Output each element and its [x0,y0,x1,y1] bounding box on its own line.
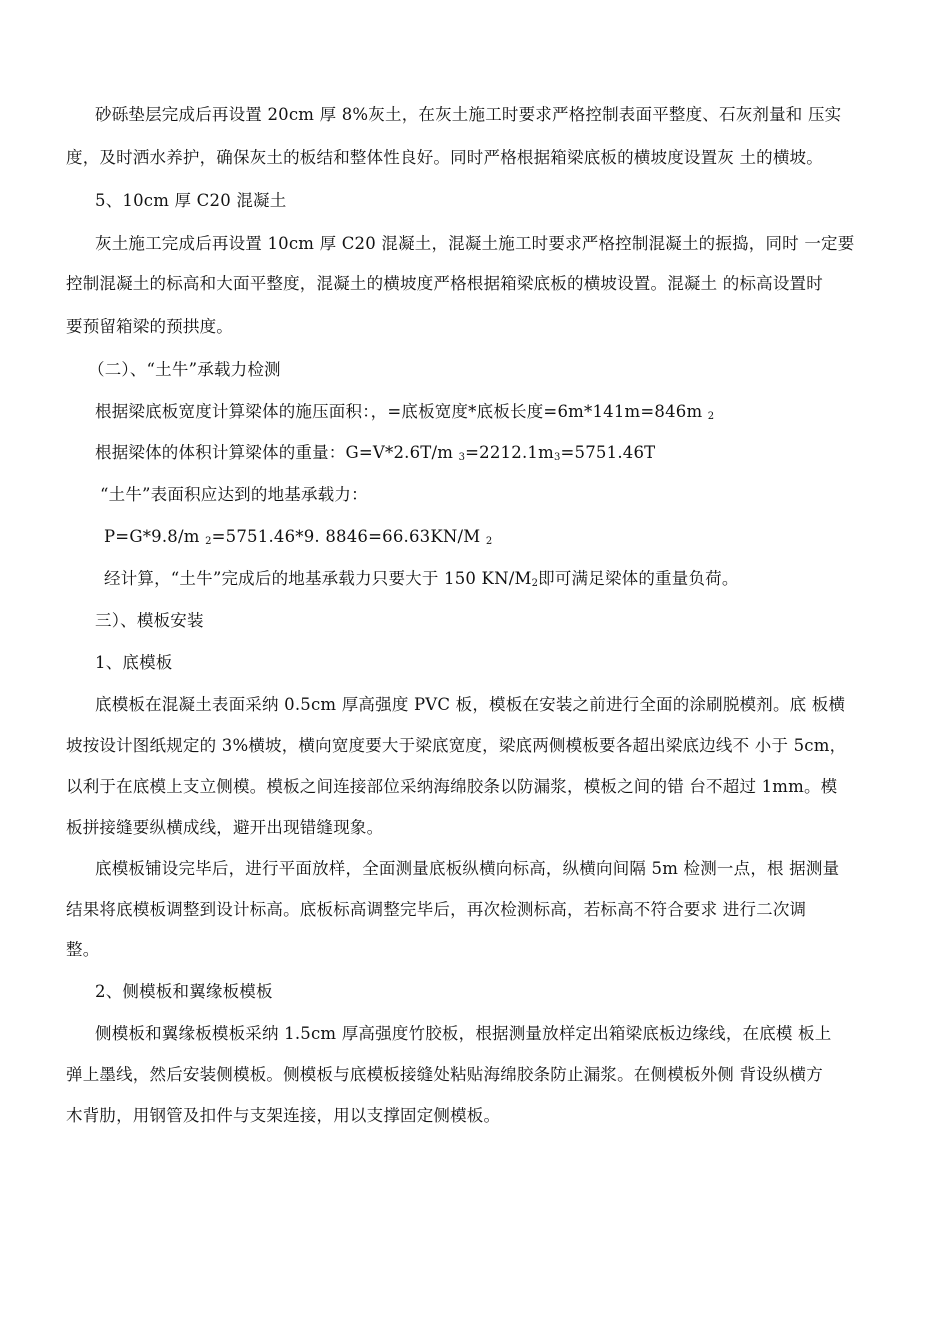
paragraph-line: 坡按设计图纸规定的 3%横坡，横向宽度要大于梁底宽度，梁底两侧模板要各超出梁底边线不 小于 5cm， [66,736,847,755]
section-heading: 5、10cm 厚 C20 混凝土 [95,191,287,210]
superscript: 2 [485,536,493,547]
formula-text: 根据梁体的体积计算梁体的重量：G=V*2.6T/m [95,443,459,462]
paragraph-line: 弹上墨线，然后安装侧模板。侧模板与底模板接缝处粘贴海绵胶条防止漏浆。在侧模板外侧 背设纵横方 [66,1065,823,1084]
paragraph-line [104,568,739,595]
paragraph-line: 底模板在混凝土表面采纳 0.5cm 厚高强度 PVC 板，模板在安装之前进行全面的涂刷脱模剂。底 板横 [95,695,846,714]
paragraph-line: 以利于在底模上支立侧模。模板之间连接部位采纳海绵胶条以防漏浆，模板之间的错 台不超过 1mm。模 [66,777,838,796]
superscript: 2 [531,578,539,589]
formula-text: 根据梁底板宽度计算梁体的施压面积：，=底板宽度*底板长度=6m*141m=846m [95,402,708,421]
paragraph-line: 砂砾垫层完成后再设置 20cm 厚 8%灰土，在灰土施工时要求严格控制表面平整度、石灰剂量和 压实 [95,105,842,124]
section-heading: （二）、“土牛”承载力检测 [88,360,281,379]
paragraph-line: 底模板铺设完毕后，进行平面放样，全面测量底板纵横向标高，纵横向间隔 5m 检测一点，根 据测量 [95,859,840,878]
paragraph-line: “土牛”表面积应达到的地基承载力： [100,485,368,504]
paragraph-line: 板拼接缝要纵横成线，避开出现错缝现象。 [66,818,384,837]
section-heading: 1、底模板 [95,653,173,672]
formula-text: =2212.1m [465,443,554,462]
formula-text: =5751.46T [560,443,656,462]
formula-text: =5751.46*9. 8846=66.63KN/M [211,527,486,546]
paragraph-line: 度，及时洒水养护，确保灰土的板结和整体性良好。同时严格根据箱梁底板的横坡度设置灰 土的横坡。 [66,148,823,167]
formula-line [95,401,714,428]
paragraph-line: 木背肋，用钢管及扣件与支架连接，用以支撑固定侧模板。 [66,1106,501,1125]
paragraph-text: 经计算，“土牛”完成后的地基承载力只要大于 150 KN/M [104,569,532,588]
section-heading: 三）、模板安装 [95,611,204,630]
formula-line [95,442,655,469]
paragraph-text: 即可满足梁体的重量负荷。 [538,569,739,588]
formula-line [104,526,492,553]
paragraph-line: 灰土施工完成后再设置 10cm 厚 C20 混凝土，混凝土施工时要求严格控制混凝土的振捣，同时 一定要 [95,234,855,253]
paragraph-line: 侧模板和翼缘板模板采纳 1.5cm 厚高强度竹胶板，根据测量放样定出箱梁底板边缘线，在底模 板上 [95,1024,832,1043]
paragraph-line: 控制混凝土的标高和大面平整度，混凝土的横坡度严格根据箱梁底板的横坡设置。混凝土 的标高设置时 [66,274,823,293]
formula-text: P=G*9.8/m [104,527,206,546]
superscript: 2 [707,411,715,422]
section-heading: 2、侧模板和翼缘板模板 [95,982,273,1001]
superscript: 3 [553,452,561,463]
paragraph-line: 结果将底模板调整到设计标高。底板标高调整完毕后，再次检测标高，若标高不符合要求 进行二次调 [66,900,807,919]
paragraph-line: 整。 [66,940,100,959]
superscript: 2 [205,536,212,547]
paragraph-line: 要预留箱梁的预拱度。 [66,317,233,336]
superscript: 3 [458,452,466,463]
